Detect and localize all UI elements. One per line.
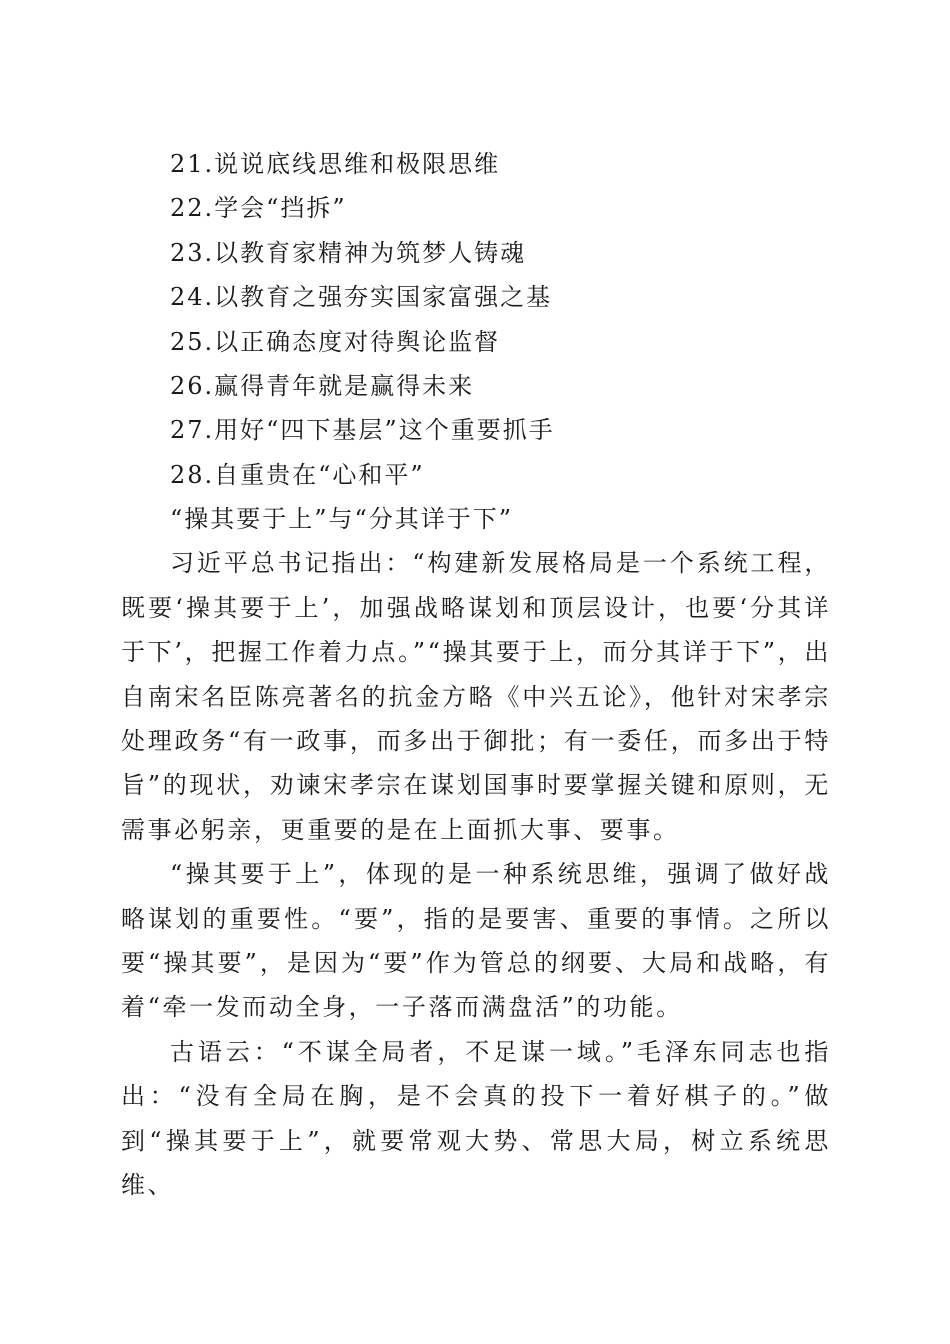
article-paragraph: “操其要于上”，体现的是一种系统思维，强调了做好战略谋划的重要性。“要”，指的是要害、重要的事情。之所以要“操其要”，是因为“要”作为管总的纲要、大局和战略，有着“牵一发而动全身，一子落而满盘活”的功能。	[121, 860, 831, 1022]
toc-item: 23.以教育家精神为筑梦人铸魂	[170, 238, 527, 267]
toc-list	[170, 142, 555, 497]
toc-item: 22.学会“挡拆”	[170, 194, 347, 223]
article-paragraph: 古语云：“不谋全局者，不足谋一域。”毛泽东同志也指出：“没有全局在胸，是不会真的投下一着好棋子的。”做到“操其要于上”，就要常观大势、常思大局，树立系统思维、	[121, 1037, 831, 1200]
article-paragraph: 习近平总书记指出：“构建新发展格局是一个系统工程，既要‘操其要于上’，加强战略谋划和顶层设计，也要‘分其详于下’，把握工作着力点。”“操其要于上，而分其详于下”，出自南宋名臣陈亮著名的抗金方略《中兴五论》，他针对宋孝宗处理政务“有一政事，而多出于御批；有一委任，而多出于特旨”的现状，劝谏宋孝宗在谋划国事时要掌握关键和原则，无需事必躬亲，更重要的是在上面抓大事、要事。	[121, 549, 831, 844]
toc-item: 27.用好“四下基层”这个重要抓手	[170, 416, 555, 445]
article-title: “操其要于上”与“分其详于下”	[170, 505, 514, 533]
toc-item: 28.自重贵在“心和平”	[170, 460, 425, 489]
toc-item: 25.以正确态度对待舆论监督	[170, 327, 501, 356]
toc-item: 21.说说底线思维和极限思维	[170, 150, 501, 178]
toc-item: 24.以教育之强夯实国家富强之基	[170, 283, 553, 312]
article-body	[121, 497, 831, 1207]
toc-item: 26.赢得青年就是赢得未来	[170, 371, 475, 400]
